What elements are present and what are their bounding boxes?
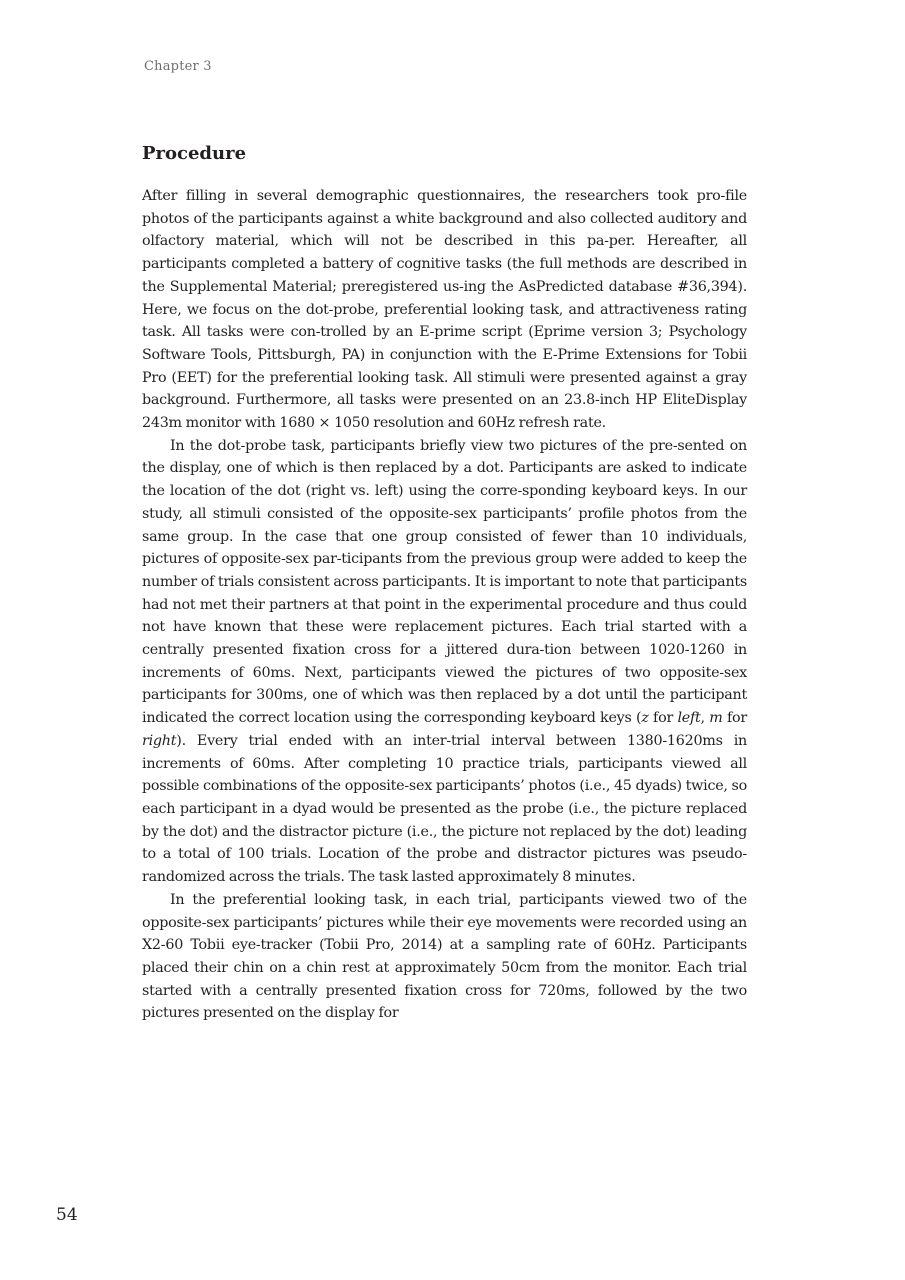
paragraph-2-text-b: for (648, 710, 678, 727)
paragraph-2-text-e: ). Every trial ended with an inter-trial interval between 1380-1620ms in increments of 60ms. After completing 10 practice trials, participants viewed all possible combinations of the opposite-sex participants’ photos (i.e., 45 dyads) twice, so each participant in a dyad would be presented as the probe (i.e., the picture replaced by the dot) and the distractor picture (i.e., the picture not replaced by the dot) leading to a total of 100 trials. Location of the probe and distractor pictures was pseudo-randomized across the trials. The task lasted approximately 8 minutes. (142, 732, 747, 886)
key-m: m (709, 710, 723, 727)
left-term: left (677, 710, 701, 727)
paragraph-1: After filling in several demographic questionnaires, the researchers took pro-file photos of the participants against a white background and also collected auditory and olfactory material, which will not be described in this pa-per. Hereafter, all participants completed a battery of cognitive tasks (the full methods are described in the Supplemental Material; preregistered us-ing the AsPredicted database #36,394). Here, we focus on the dot-probe, preferential looking task, and attractiveness rating task. All tasks were con-trolled by an E-prime script (Eprime version 3; Psychology Software Tools, Pittsburgh, PA) in conjunction with the E-Prime Extensions for Tobii Pro (EET) for the preferential looking task. All stimuli were presented against a gray background. Furthermore, all tasks were presented on an 23.8-inch HP EliteDisplay 243m monitor with 1680 × 1050 resolution and 60Hz refresh rate. (142, 188, 747, 432)
paragraph-2-text-d: for (722, 710, 748, 727)
paragraph-2-text-c: , (700, 710, 710, 727)
paragraph-2-text-a: In the dot-probe task, participants briefly view two pictures of the pre-sented on the display, one of which is then replaced by a dot. Participants are asked to indicate the location of the dot (right vs. left) using the corre-sponding keyboard keys. In our study, all stimuli consisted of the opposite-sex participants’ profile photos from the same group. In the case that one group consisted of fewer than 10 individuals, pictures of opposite-sex par-ticipants from the previous group were added to keep the number of trials consistent across participants. It is important to note that participants had not met their partners at that point in the experimental procedure and thus could not have known that these were replacement pictures. Each trial started with a centrally presented fixation cross for a jittered dura-tion between 1020-1260 in increments of 60ms. Next, participants viewed the pictures of two opposite-sex participants for 300ms, one of which was then replaced by a dot until the participant indicated the correct location using the corresponding keyboard keys ( (142, 437, 747, 727)
paragraph-2 (142, 435, 747, 889)
right-term: right (142, 732, 177, 749)
body-text (142, 185, 747, 1025)
paragraph-3: In the preferential looking task, in each trial, participants viewed two of the opposite-sex participants’ pictures while their eye movements were recorded using an X2-60 Tobii eye-tracker (Tobii Pro, 2014) at a sampling rate of 60Hz. Participants placed their chin on a chin rest at approximately 50cm from the monitor. Each trial started with a centrally presented fixation cross for 720ms, followed by the two pictures presented on the display for (142, 891, 747, 1022)
key-z: z (641, 710, 649, 727)
section-title: Procedure (142, 143, 247, 164)
page-number: 54 (56, 1205, 78, 1225)
running-head: Chapter 3 (144, 59, 212, 74)
